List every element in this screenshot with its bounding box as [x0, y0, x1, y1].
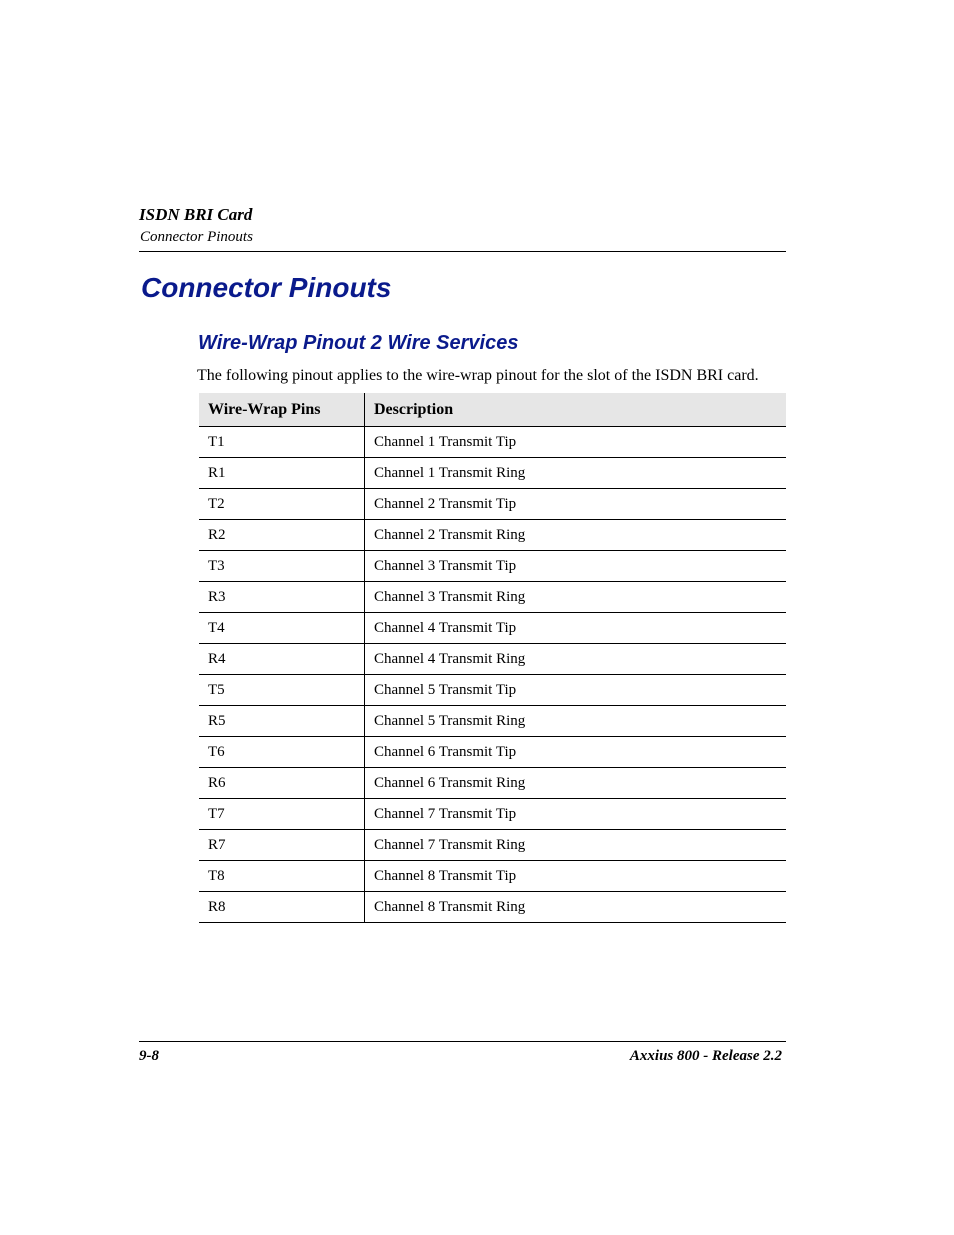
pin-cell: T8	[199, 861, 365, 892]
table-row	[199, 861, 786, 892]
table-row	[199, 489, 786, 520]
pin-cell: T7	[199, 799, 365, 830]
description-cell: Channel 1 Transmit Tip	[365, 427, 787, 458]
description-cell: Channel 7 Transmit Tip	[365, 799, 787, 830]
document-release: Axxius 800 - Release 2.2	[629, 1048, 782, 1064]
description-cell: Channel 6 Transmit Ring	[365, 768, 787, 799]
description-cell: Channel 4 Transmit Ring	[365, 644, 787, 675]
footer-divider	[139, 1041, 786, 1042]
pin-cell: R5	[199, 706, 365, 737]
description-cell: Channel 8 Transmit Ring	[365, 892, 787, 923]
description-cell: Channel 6 Transmit Tip	[365, 737, 787, 768]
pin-cell: T2	[199, 489, 365, 520]
table-row	[199, 427, 786, 458]
pin-cell: R2	[199, 520, 365, 551]
description-cell: Channel 5 Transmit Ring	[365, 706, 787, 737]
description-cell: Channel 1 Transmit Ring	[365, 458, 787, 489]
description-cell: Channel 8 Transmit Tip	[365, 861, 787, 892]
table-row	[199, 706, 786, 737]
section-title: Connector Pinouts	[141, 272, 392, 303]
table-row	[199, 799, 786, 830]
table-header-row	[199, 393, 786, 427]
pin-cell: R4	[199, 644, 365, 675]
table-body	[199, 427, 786, 923]
page-number: 9-8	[139, 1048, 159, 1064]
description-cell: Channel 2 Transmit Tip	[365, 489, 787, 520]
pin-cell: T4	[199, 613, 365, 644]
header-divider	[139, 251, 786, 252]
table-row	[199, 520, 786, 551]
pin-cell: T5	[199, 675, 365, 706]
table-row	[199, 458, 786, 489]
description-cell: Channel 5 Transmit Tip	[365, 675, 787, 706]
pin-cell: R3	[199, 582, 365, 613]
description-cell: Channel 7 Transmit Ring	[365, 830, 787, 861]
table-row	[199, 675, 786, 706]
pin-cell: R1	[199, 458, 365, 489]
pin-cell: R7	[199, 830, 365, 861]
table-row	[199, 644, 786, 675]
table-row	[199, 582, 786, 613]
pin-cell: T6	[199, 737, 365, 768]
subsection-title: Wire-Wrap Pinout 2 Wire Services	[198, 332, 519, 354]
pin-cell: T1	[199, 427, 365, 458]
table-row	[199, 830, 786, 861]
pin-cell: R8	[199, 892, 365, 923]
column-header-pins: Wire-Wrap Pins	[199, 393, 365, 427]
description-cell: Channel 3 Transmit Tip	[365, 551, 787, 582]
description-cell: Channel 3 Transmit Ring	[365, 582, 787, 613]
pin-cell: T3	[199, 551, 365, 582]
table-row	[199, 737, 786, 768]
table-row	[199, 613, 786, 644]
table-row	[199, 892, 786, 923]
description-cell: Channel 2 Transmit Ring	[365, 520, 787, 551]
pinout-table	[199, 393, 786, 923]
table-row	[199, 768, 786, 799]
intro-paragraph: The following pinout applies to the wire-wrap pinout for the slot of the ISDN BRI card.	[197, 367, 759, 384]
pin-cell: R6	[199, 768, 365, 799]
running-header-title: ISDN BRI Card	[139, 205, 253, 224]
running-header-subtitle: Connector Pinouts	[140, 229, 253, 245]
description-cell: Channel 4 Transmit Tip	[365, 613, 787, 644]
column-header-description: Description	[365, 393, 787, 427]
table-row	[199, 551, 786, 582]
